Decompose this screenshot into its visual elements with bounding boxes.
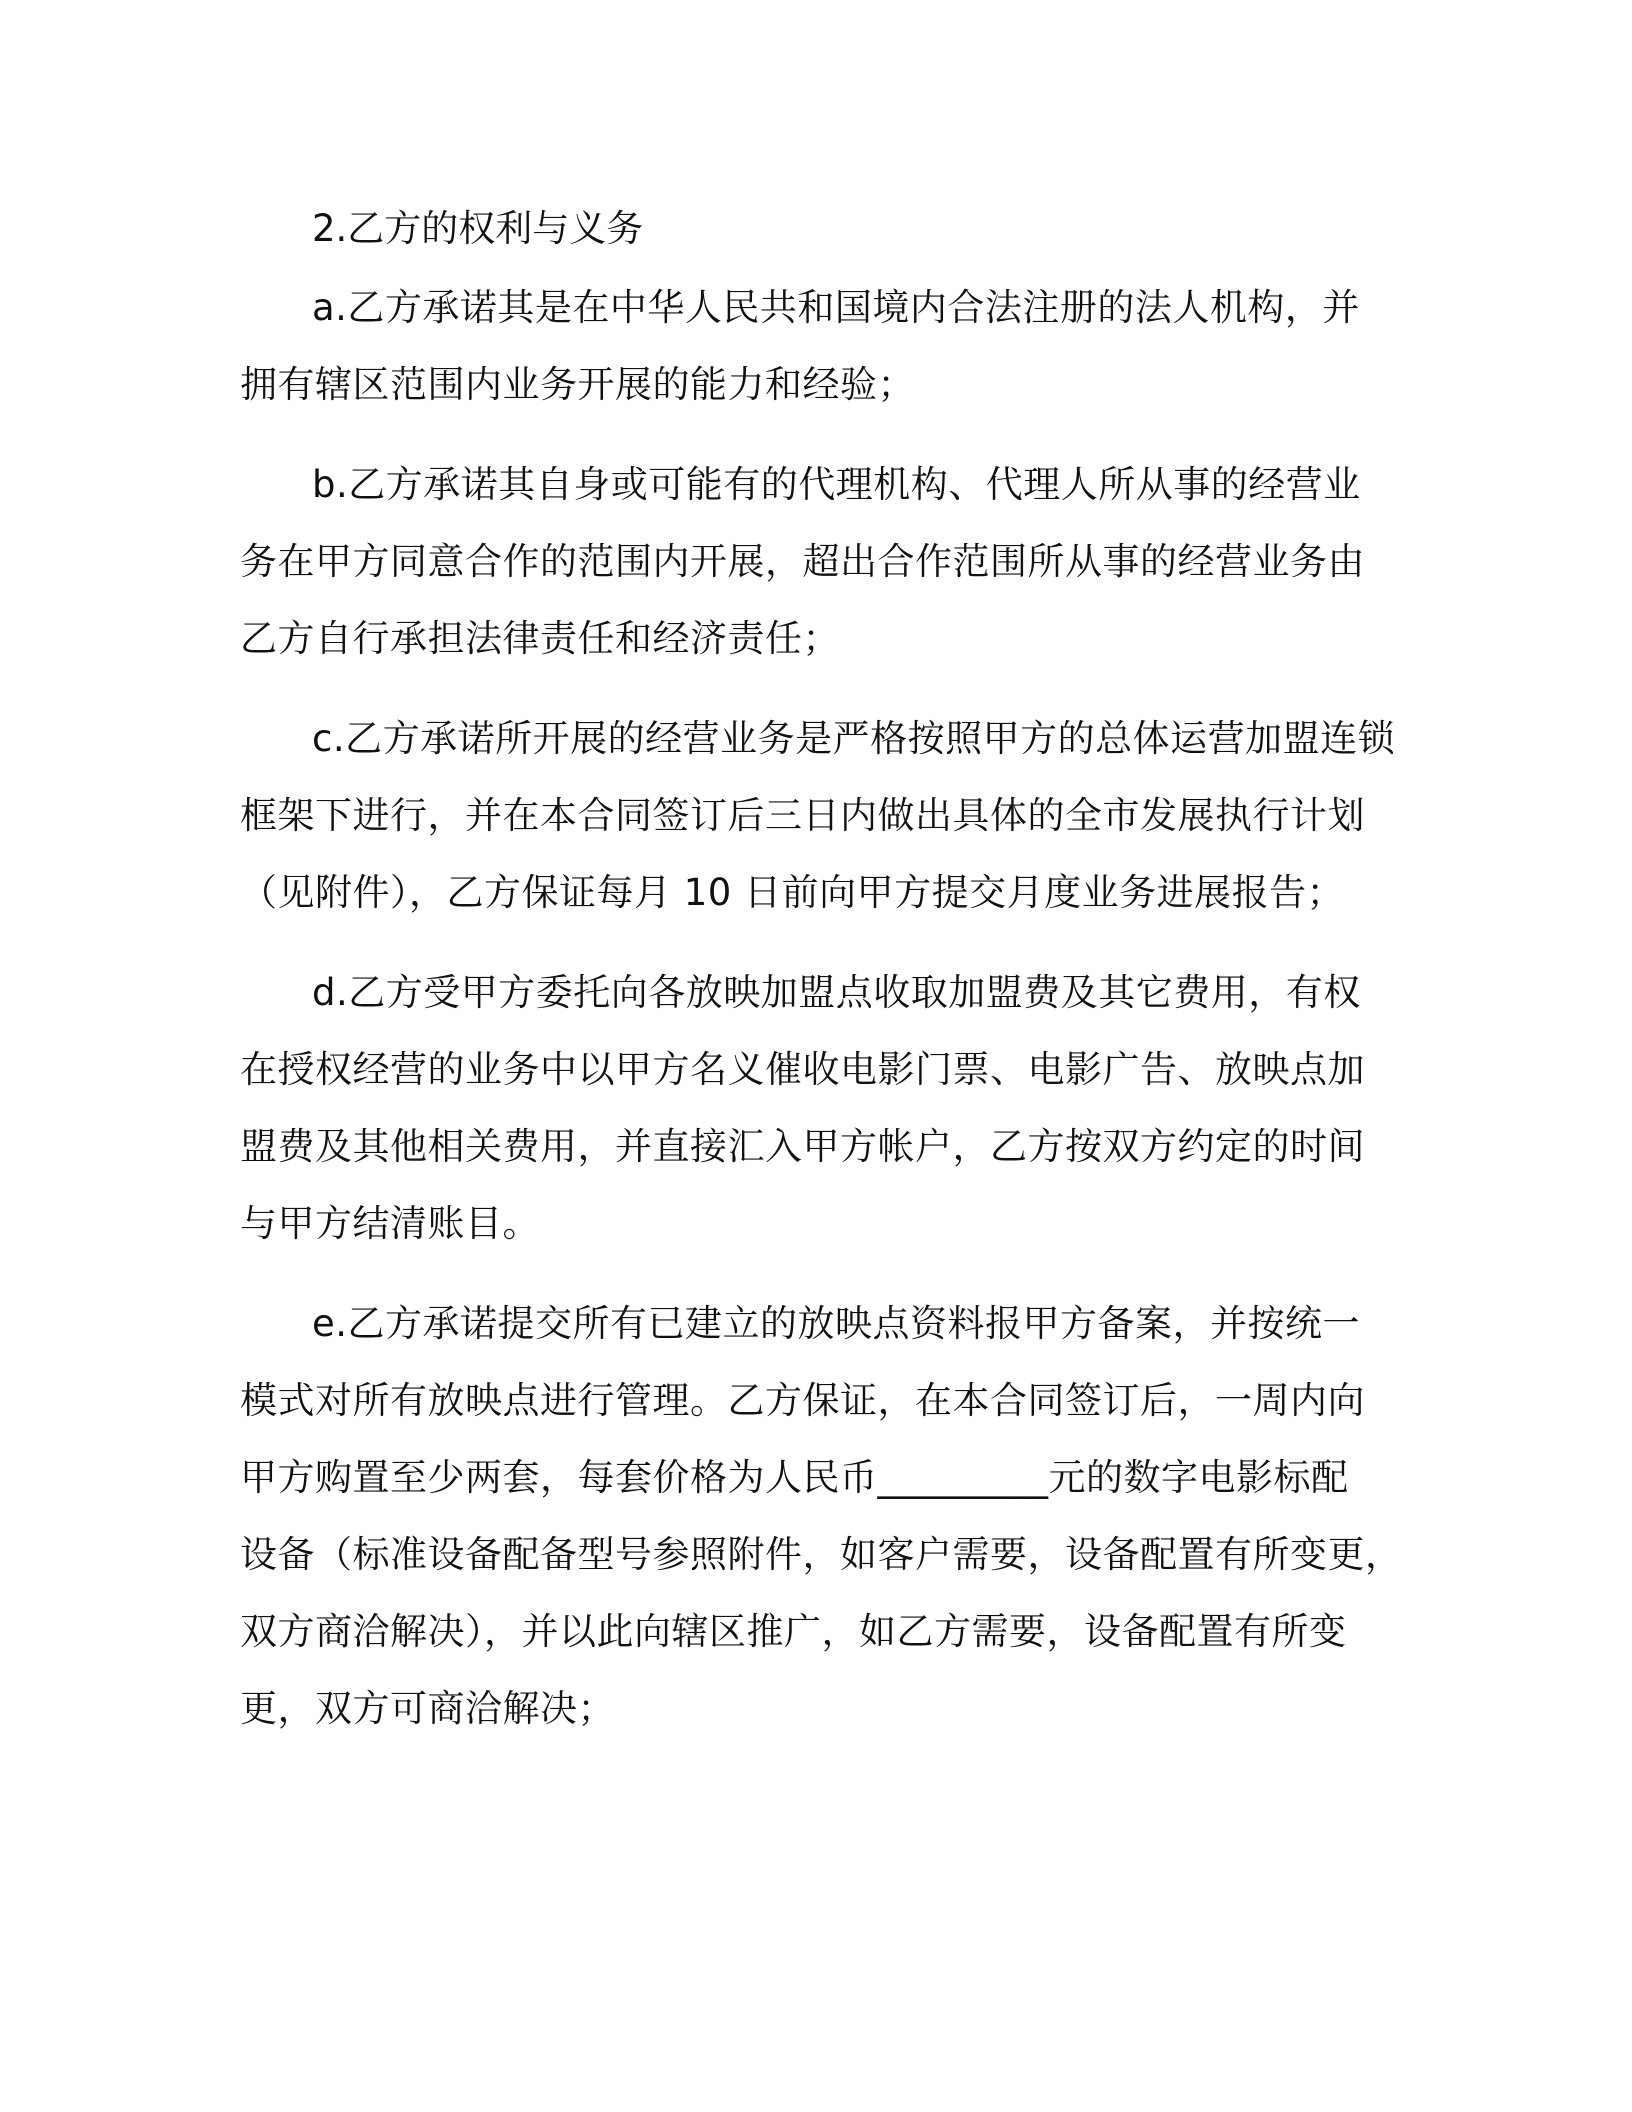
paragraph-line: 设备（标准设备配备型号参照附件，如客户需要，设备配置有所变更， [240, 1533, 1403, 1576]
paragraph-line: c.乙方承诺所开展的经营业务是严格按照甲方的总体运营加盟连锁 [312, 717, 1396, 760]
paragraph-line: e.乙方承诺提交所有已建立的放映点资料报甲方备案，并按统一 [312, 1302, 1361, 1345]
paragraph-line: 框架下进行，并在本合同签订后三日内做出具体的全市发展执行计划 [240, 794, 1365, 837]
paragraph-line: 拥有辖区范围内业务开展的能力和经验； [240, 363, 915, 406]
paragraph-line: 甲方购置至少两套，每套价格为人民币_________元的数字电影标配 [240, 1456, 1349, 1499]
paragraph-line: 在授权经营的业务中以甲方名义催收电影门票、电影广告、放映点加 [240, 1048, 1365, 1091]
paragraph-c [240, 700, 1396, 931]
paragraph-d [240, 954, 1390, 1262]
paragraph-line: a.乙方承诺其是在中华人民共和国境内合法注册的法人机构，并 [312, 286, 1360, 329]
paragraph-line: （见附件），乙方保证每月 10 日前向甲方提交月度业务进展报告； [240, 871, 1345, 914]
document-body [240, 190, 1403, 1770]
paragraph-line: 双方商洽解决），并以此向辖区推广，如乙方需要，设备配置有所变 [240, 1610, 1347, 1653]
paragraph-a [240, 269, 1390, 423]
paragraph-line: d.乙方受甲方委托向各放映加盟点收取加盟费及其它费用，有权 [312, 971, 1361, 1014]
paragraph-line: b.乙方承诺其自身或可能有的代理机构、代理人所从事的经营业 [312, 463, 1361, 506]
paragraph-b [240, 446, 1390, 677]
section-heading: 2.乙方的权利与义务 [312, 207, 644, 250]
paragraph-line: 模式对所有放映点进行管理。乙方保证，在本合同签订后，一周内向 [240, 1379, 1365, 1422]
paragraph-e [240, 1285, 1403, 1747]
paragraph-line: 更，双方可商洽解决； [240, 1687, 615, 1730]
paragraph-line: 乙方自行承担法律责任和经济责任； [240, 617, 840, 660]
paragraph-line: 务在甲方同意合作的范围内开展，超出合作范围所从事的经营业务由 [240, 540, 1365, 583]
paragraph-line: 盟费及其他相关费用，并直接汇入甲方帐户，乙方按双方约定的时间 [240, 1125, 1365, 1168]
paragraph-line: 与甲方结清账目。 [240, 1202, 540, 1245]
